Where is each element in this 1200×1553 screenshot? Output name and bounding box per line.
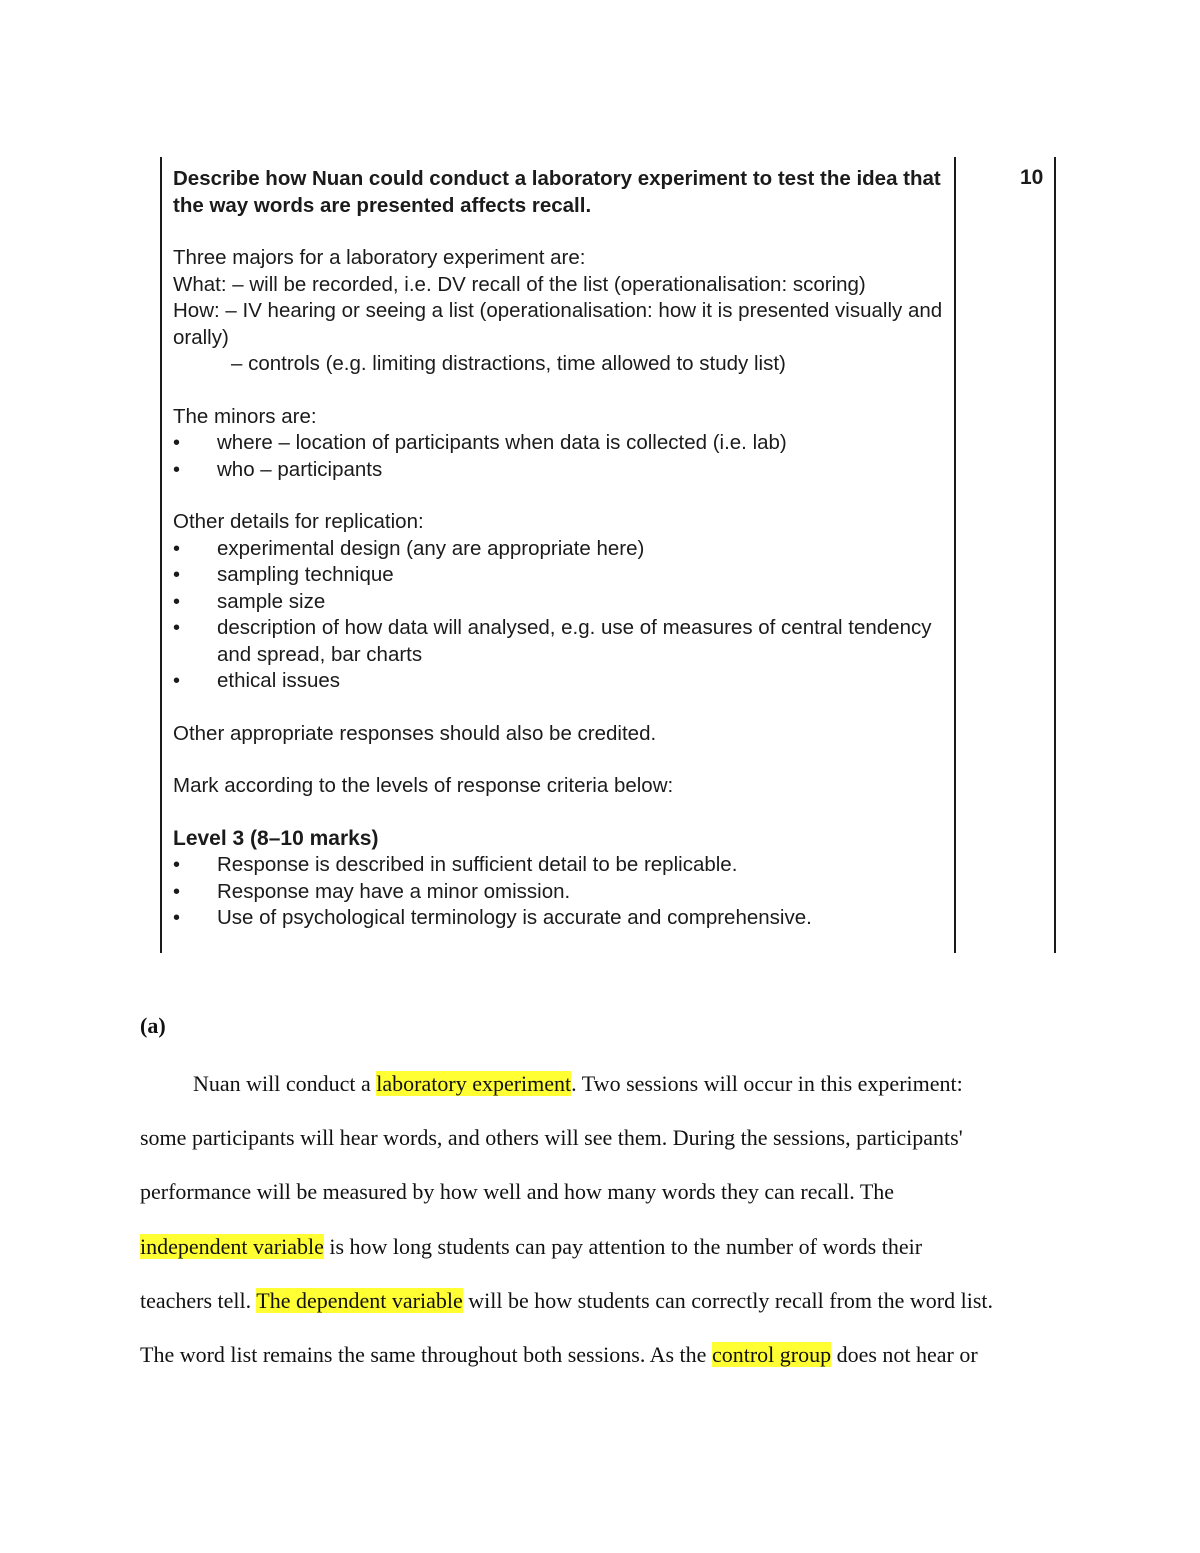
paragraph-line xyxy=(140,1124,1080,1178)
text-run: some participants will hear words, and others will see them. During the sessions, participants' xyxy=(140,1125,963,1151)
other-details-list xyxy=(173,536,953,695)
mark-scheme-content xyxy=(173,166,953,932)
major-what: What: – will be recorded, i.e. DV recall of the list (operationalisation: scoring) xyxy=(173,272,866,296)
paragraph-line xyxy=(140,1070,1080,1124)
marks-value: 10 xyxy=(1020,166,1044,189)
minors-heading: The minors are: xyxy=(173,404,317,428)
question-text: Describe how Nuan could conduct a laboratory experiment to test the idea that the way words are presented affects recall. xyxy=(173,167,941,217)
essay-answer xyxy=(140,1012,1080,1395)
list-item: • description of how data will analysed, e.g. use of measures of central tendency and spread, bar charts xyxy=(173,615,953,668)
level-3-list xyxy=(173,852,953,932)
highlighted-term: laboratory experiment xyxy=(376,1071,572,1096)
credit-note: Other appropriate responses should also be credited. xyxy=(173,721,657,745)
table-right-border xyxy=(1054,157,1056,953)
list-item: • ethical issues xyxy=(173,668,953,695)
list-item: • Response is described in sufficient detail to be replicable. xyxy=(173,852,953,879)
text-run: Nuan will conduct a xyxy=(193,1071,377,1096)
list-item: • who – participants xyxy=(173,457,953,484)
list-item: • sampling technique xyxy=(173,562,953,589)
text-run: is how long students can pay attention to the number of words their xyxy=(323,1233,923,1259)
list-item: • where – location of participants when data is collected (i.e. lab) xyxy=(173,430,953,457)
highlighted-term: independent variable xyxy=(140,1233,324,1259)
text-run: The word list remains the same throughout both sessions. As the xyxy=(140,1341,712,1367)
major-how: How: – IV hearing or seeing a list (operationalisation: how it is presented visually and orally) xyxy=(173,299,943,349)
text-run: teachers tell. xyxy=(140,1287,257,1313)
text-run: will be how students can correctly recall from the word list. xyxy=(462,1287,994,1313)
paragraph-line xyxy=(140,1233,1080,1287)
list-item: • sample size xyxy=(173,589,953,616)
table-column-divider xyxy=(954,157,956,953)
other-heading: Other details for replication: xyxy=(173,510,424,533)
paragraph-line xyxy=(140,1178,1080,1232)
text-run: . Two sessions will occur in this experiment: xyxy=(571,1071,963,1096)
text-run: does not hear or xyxy=(831,1341,978,1367)
list-item: • Use of psychological terminology is accurate and comprehensive. xyxy=(173,905,953,932)
highlighted-term: control group xyxy=(711,1341,832,1367)
level-3-heading: Level 3 (8–10 marks) xyxy=(173,826,379,850)
list-item: • experimental design (any are appropriate here) xyxy=(173,536,953,563)
majors-heading: Three majors for a laboratory experiment are: xyxy=(173,246,586,269)
minors-list xyxy=(173,430,953,483)
paragraph-line xyxy=(140,1341,1080,1395)
table-left-border xyxy=(160,157,162,953)
text-run: performance will be measured by how well and how many words they can recall. The xyxy=(140,1179,895,1205)
list-item: • Response may have a minor omission. xyxy=(173,879,953,906)
part-label: (a) xyxy=(140,1013,166,1038)
paragraph-line xyxy=(140,1287,1080,1341)
highlighted-term: The dependent variable xyxy=(256,1287,463,1313)
major-controls: – controls (e.g. limiting distractions, time allowed to study list) xyxy=(231,352,786,375)
levels-note: Mark according to the levels of response criteria below: xyxy=(173,774,674,797)
